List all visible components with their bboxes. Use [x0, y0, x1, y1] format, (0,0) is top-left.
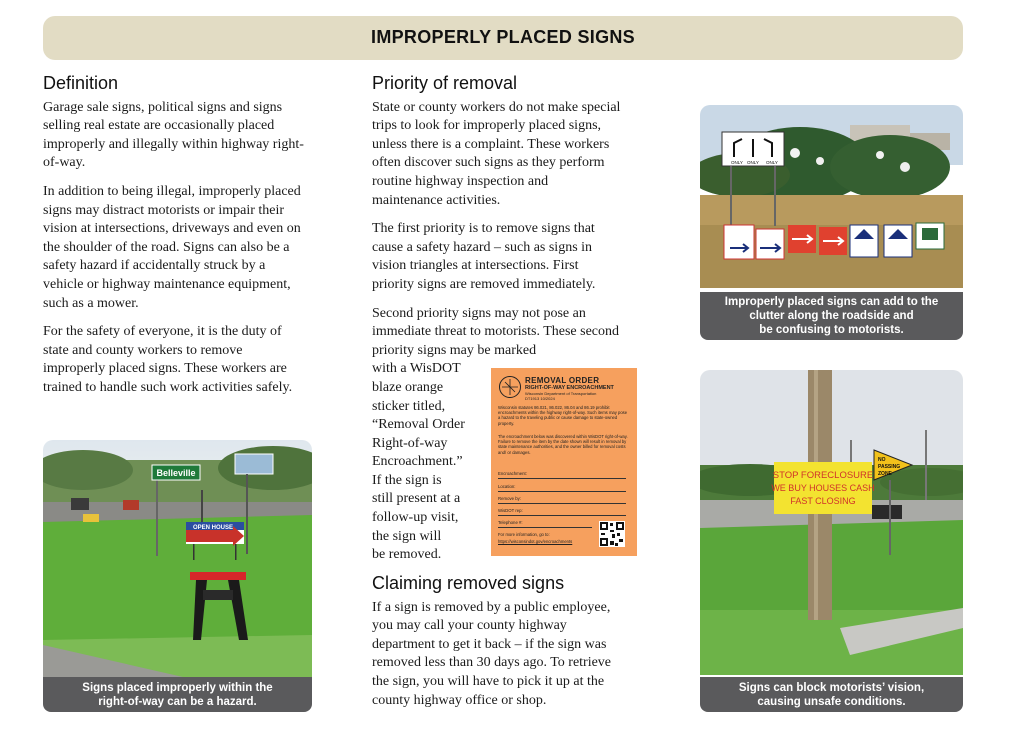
caption-line: causing unsafe conditions. — [757, 695, 906, 708]
removal-order-sticker — [491, 368, 637, 556]
priority-paragraph-3: Second priority signs may not pose an immediate threat to motorists. These second priority signs may be marked — [372, 305, 620, 358]
claiming-section — [372, 574, 630, 720]
sticker-title: REMOVAL ORDER — [525, 376, 600, 385]
sticker-url: https://wisconsindot.gov/encroachments — [498, 539, 573, 544]
caption-line: right-of-way can be a hazard. — [98, 695, 257, 708]
sticker-field: WisDOT rep: — [498, 508, 626, 516]
priority-line: the sign will — [372, 528, 442, 544]
priority-line: follow-up visit, — [372, 510, 459, 526]
foreclosure-line-3: FAST CLOSING — [790, 496, 856, 506]
foreclosure-line-2: WE BUY HOUSES CASH — [771, 483, 875, 493]
priority-line: still present at a — [372, 491, 461, 507]
photo-open-house-signs — [43, 440, 312, 677]
priority-line: “Removal Order — [372, 417, 465, 433]
no-passing-line-3: ZONE — [878, 471, 892, 477]
qr-code-icon — [599, 521, 625, 547]
caption-bottom-right — [700, 677, 963, 712]
priority-line: sticker titled, — [372, 398, 446, 414]
foreclosure-sign — [771, 462, 874, 514]
no-passing-line-2: PASSING — [878, 464, 901, 470]
caption-line: Signs placed improperly within the — [82, 681, 273, 694]
sticker-text-1: Wisconsin statutes 86.021, 86.022, 86.04 and 86.19 prohibit encroachments within the highway right-of-way. Such items may pose a hazard to the traveling public or cause damage to state-owned property. — [498, 405, 628, 426]
photo-roadside-sign-clutter — [700, 105, 963, 288]
caption-top-right — [700, 292, 963, 340]
only-label: ONLY — [731, 160, 743, 165]
definition-heading: Definition — [43, 73, 119, 93]
wisdot-logo-icon — [498, 375, 522, 399]
caption-line: clutter along the roadside and — [749, 310, 914, 322]
only-label: ONLY — [747, 160, 759, 165]
only-label: ONLY — [766, 160, 778, 165]
no-passing-line-1: NO — [878, 457, 886, 463]
open-house-text: OPEN HOUSE — [192, 525, 234, 531]
definition-paragraph-2: In addition to being illegal, improperly placed signs may distract motorists or impair their vision at intersections, driveways and even on the shoulder of the road. Signs can also be a safety hazard if accidentally struck by a vehicle or highway maintenance equipment, such as a mower. — [43, 183, 301, 311]
belleville-sign — [152, 465, 200, 480]
claiming-heading: Claiming removed signs — [372, 573, 565, 593]
title-banner — [43, 16, 963, 60]
foreclosure-line-1: STOP FORECLOSURE — [772, 470, 874, 481]
priority-line: Encroachment.” — [372, 454, 463, 470]
sticker-field: Encroachment: — [498, 471, 626, 479]
photo-blocked-vision-sign — [700, 370, 963, 675]
caption-line: Signs can block motorists’ vision, — [738, 681, 925, 694]
priority-heading: Priority of removal — [372, 73, 518, 93]
priority-paragraph-2: The first priority is to remove signs that cause a safety hazard – such as signs in vision triangles at intersections. First priority signs are removed immediately. — [372, 221, 596, 292]
priority-line: Right-of-way — [372, 435, 448, 451]
caption-line: be confusing to motorists. — [759, 324, 904, 336]
sticker-text-2: The encroachment below was discovered within WisDOT right-of-way. Failure to remove the item by the date shown will result in removal by state maintenance authorities, and the owner billed for removal costs and/ or damages. — [498, 434, 628, 455]
definition-paragraph-1: Garage sale signs, political signs and signs selling real estate are occasionally placed improperly and illegally within highway right-of-way. — [43, 99, 304, 171]
page-title: IMPROPERLY PLACED SIGNS — [371, 27, 635, 47]
priority-line: with a WisDOT — [372, 361, 461, 377]
belleville-text: Belleville — [156, 468, 196, 478]
caption-left — [43, 677, 312, 712]
definition-paragraph-3: For the safety of everyone, it is the duty of state and county workers to remove improperly placed signs. These workers are trained to handle such work activities safely. — [43, 324, 293, 395]
sticker-more-info: For more information, go to: — [498, 532, 550, 537]
priority-line: If the sign is — [372, 472, 442, 488]
sticker-field: Telephone #: — [498, 520, 592, 528]
claiming-paragraph: If a sign is removed by a public employee, you may call your county highway department to get it back – if the sign was removed less than 30 days ago. To retrieve the sign, you will have to pick it up at the county highway office or shop. — [372, 599, 612, 708]
sticker-subtitle: RIGHT-OF-WAY ENCROACHMENT — [525, 385, 614, 391]
priority-line: be removed. — [372, 547, 442, 563]
caption-line: Improperly placed signs can add to the — [724, 296, 939, 308]
priority-paragraph-1: State or county workers do not make special trips to look for improperly placed signs, unless there is a complaint. These workers often discover such signs as they perform routine highway inspection and maintenance activities. — [372, 99, 621, 208]
sticker-agency: Wisconsin Department of Transportation — [525, 391, 597, 396]
sticker-field: Location: — [498, 484, 626, 492]
sticker-field: Remove by: — [498, 496, 626, 504]
definition-section — [43, 74, 308, 408]
sticker-form-number: DT1913 10/2024 — [525, 396, 555, 401]
priority-line: blaze orange — [372, 379, 444, 395]
